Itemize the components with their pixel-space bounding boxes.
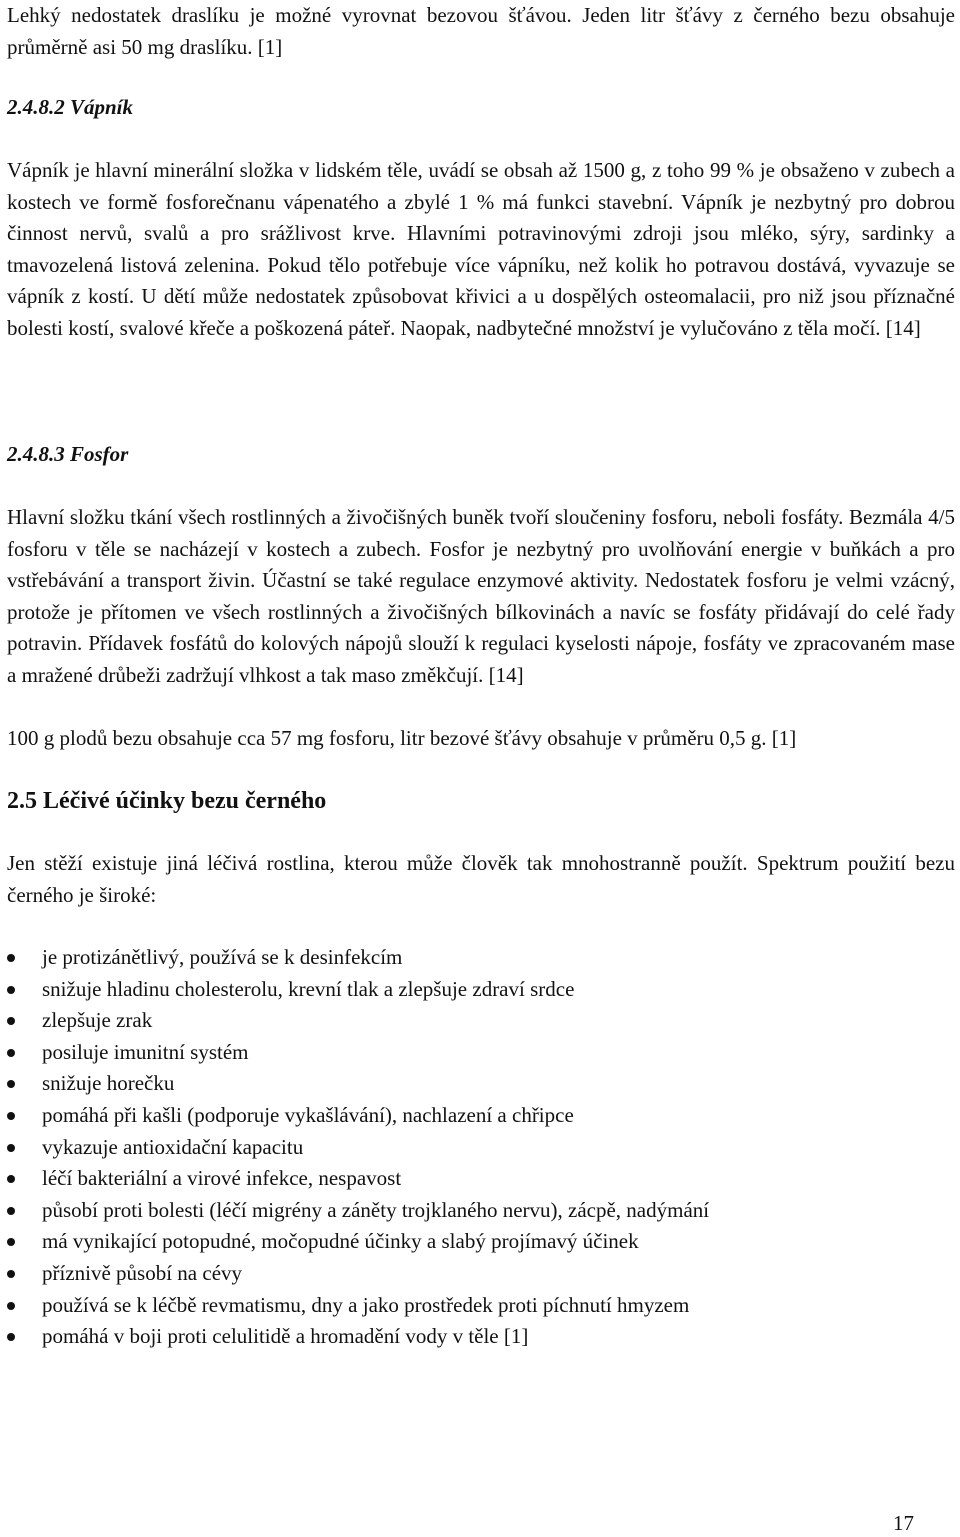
paragraph-fosfor: Hlavní složku tkání všech rostlinných a živočišných buněk tvoří sloučeniny fosforu, neboli fosfáty. Bezmála 4/5 fosforu v těle se nacházejí v kostech a zubech. Fosfor je nezbytný pro uvolňování energie v buňkách a pro vstřebávání a transport živin. Účastní se také regulace enzymové aktivity. Nedostatek fosforu je velmi vzácný, protože je přítomen ve všech rostlinných a živočišných bílkovinách a navíc se fosfáty přidávají do celé řady potravin. Přídavek fosfátů do kolových nápojů slouží k regulaci kyselosti nápoje, fosfáty ve zpracovaném mase a mražené drůbeži zadržují vlhkost a tak maso změkčují. [14] xyxy=(7,505,955,687)
paragraph-fosfor-extra: 100 g plodů bezu obsahuje cca 57 mg fosforu, litr bezové šťávy obsahuje v průměru 0,5 g. [1] xyxy=(7,726,797,750)
heading-ucinky: 2.5 Léčivé účinky bezu černého xyxy=(7,788,327,814)
bullet-icon xyxy=(7,1302,15,1310)
list-item: posiluje imunitní systém xyxy=(0,1037,960,1069)
intro-paragraph: Lehký nedostatek draslíku je možné vyrovnat bezovou šťávou. Jeden litr šťávy z černého bezu obsahuje průměrně asi 50 mg draslíku. [1] xyxy=(7,3,955,59)
list-item: příznivě působí na cévy xyxy=(0,1258,960,1290)
effects-bullet-list xyxy=(0,942,960,1353)
bullet-icon xyxy=(7,1017,15,1025)
list-item: má vynikající potopudné, močopudné účinky a slabý projímavý účinek xyxy=(0,1226,960,1258)
bullet-icon xyxy=(7,1207,15,1215)
heading-vapnik: 2.4.8.2 Vápník xyxy=(7,95,134,119)
bullet-icon xyxy=(7,1144,15,1152)
list-item: pomáhá v boji proti celulitidě a hromadění vody v těle [1] xyxy=(0,1321,960,1353)
bullet-icon xyxy=(7,1175,15,1183)
list-item: používá se k léčbě revmatismu, dny a jako prostředek proti píchnutí hmyzem xyxy=(0,1290,960,1322)
list-item: snižuje hladinu cholesterolu, krevní tlak a zlepšuje zdraví srdce xyxy=(0,974,960,1006)
bullet-icon xyxy=(7,1080,15,1088)
list-item: působí proti bolesti (léčí migrény a záněty trojklaného nervu), zácpě, nadýmání xyxy=(0,1195,960,1227)
paragraph-ucinky: Jen stěží existuje jiná léčivá rostlina, kterou může člověk tak mnohostranně použít. Spektrum použití bezu černého je široké: xyxy=(7,851,955,907)
list-item: je protizánětlivý, používá se k desinfekcím xyxy=(0,942,960,974)
list-item: snižuje horečku xyxy=(0,1068,960,1100)
list-item: zlepšuje zrak xyxy=(0,1005,960,1037)
bullet-icon xyxy=(7,1049,15,1057)
bullet-icon xyxy=(7,986,15,994)
bullet-icon xyxy=(7,954,15,962)
bullet-icon xyxy=(7,1238,15,1246)
page-number: 17 xyxy=(893,1511,914,1535)
bullet-icon xyxy=(7,1112,15,1120)
bullet-icon xyxy=(7,1333,15,1341)
paragraph-vapnik: Vápník je hlavní minerální složka v lidském těle, uvádí se obsah až 1500 g, z toho 99 % je obsaženo v zubech a kostech ve formě fosforečnanu vápenatého a zbylé 1 % má funkci stavební. Vápník je nezbytný pro dobrou činnost nervů, svalů a pro srážlivost krve. Hlavními potravinovými zdroji jsou mléko, sýry, sardinky a tmavozelená listová zelenina. Pokud tělo potřebuje více vápníku, než kolik ho potravou dostává, vyvazuje se vápník z kostí. U dětí může nedostatek způsobovat křivici a u dospělých osteomalacii, pro niž jsou příznačné bolesti kostí, svalové křeče a poškozená páteř. Naopak, nadbytečné množství je vylučováno z těla močí. [14] xyxy=(7,158,955,340)
heading-fosfor: 2.4.8.3 Fosfor xyxy=(7,442,129,466)
list-item: léčí bakteriální a virové infekce, nespavost xyxy=(0,1163,960,1195)
list-item: pomáhá při kašli (podporuje vykašlávání), nachlazení a chřipce xyxy=(0,1100,960,1132)
list-item: vykazuje antioxidační kapacitu xyxy=(0,1132,960,1164)
bullet-icon xyxy=(7,1270,15,1278)
